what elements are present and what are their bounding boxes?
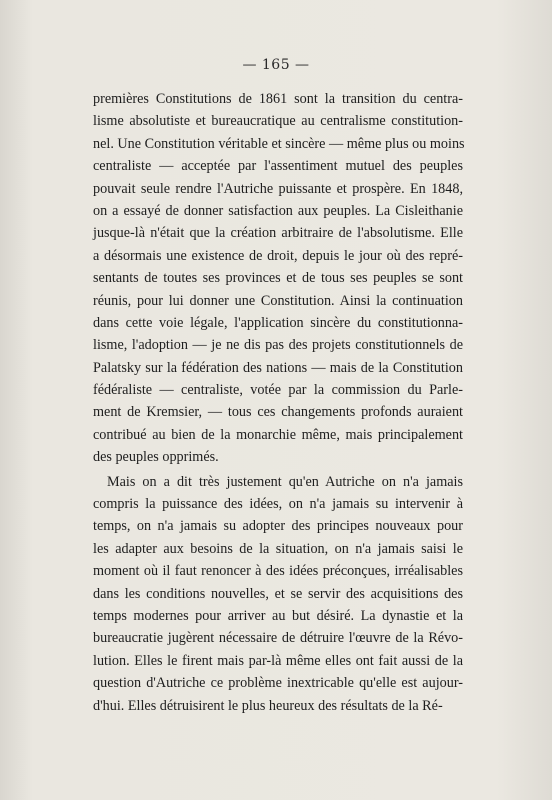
text-line: les adapter aux besoins de la situation, on n'a jamais saisi le (93, 540, 463, 557)
text-line: pouvait seule rendre l'Autriche puissante et prospère. En 1848, (93, 180, 463, 197)
text-line: lution. Elles le firent mais par-là même elles ont fait aussi de la (93, 652, 463, 669)
body-text (93, 88, 463, 717)
text-line: question d'Autriche ce problème inextricable qu'elle est aujour- (93, 675, 463, 692)
text-line: lisme absolutiste et bureaucratique au centralisme constitution- (93, 113, 463, 130)
text-line: temps, on n'a jamais su adopter des principes nouveaux pour (93, 518, 463, 535)
text-line: premières Constitutions de 1861 sont la transition du centra- (93, 91, 463, 107)
text-line: ment de Kremsier, — tous ces changements profonds auraient (93, 404, 463, 421)
text-line: jusque-là n'était que la création arbitraire de l'absolutisme. Elle (93, 225, 463, 242)
text-line: fédéraliste — centraliste, votée par la commission du Parle- (93, 382, 463, 399)
text-line: on a essayé de donner satisfaction aux peuples. La Cisleithanie (93, 202, 463, 219)
text-line: d'hui. Elles détruisirent le plus heureux des résultats de la Ré- (93, 697, 443, 714)
text-line: compris la puissance des idées, on n'a jamais su intervenir à (93, 496, 463, 513)
text-line: moment où il faut renoncer à des idées préconçues, irréalisables (93, 563, 463, 580)
text-line: temps modernes pour arriver au but désiré. La dynastie et la (93, 607, 463, 624)
text-line: centraliste — acceptée par l'assentiment mutuel des peuples (93, 158, 463, 175)
text-line: des peuples opprimés. (93, 449, 219, 466)
paragraph-2 (93, 471, 463, 717)
page-number: — 165 — (242, 57, 310, 73)
text-line: nel. Une Constitution véritable et sincère — même plus ou moins (93, 135, 465, 152)
text-line: a désormais une existence de droit, depuis le jour où des repré- (93, 247, 463, 264)
text-line: Palatsky sur la fédération des nations — mais de la Constitution (93, 359, 463, 376)
text-line: Mais on a dit très justement qu'en Autriche on n'a jamais (107, 473, 463, 490)
text-line: dans les conditions nouvelles, et se servir des acquisitions des (93, 585, 463, 602)
text-line: sentants de toutes ses provinces et de tous ses peuples se sont (93, 270, 463, 287)
paragraph-1 (93, 88, 463, 469)
text-line: dans cette voie légale, l'application sincère du constitutionna- (93, 314, 463, 331)
text-line: contribué au bien de la monarchie même, mais principalement (93, 426, 463, 443)
text-line: bureaucratie jugèrent nécessaire de détruire l'œuvre de la Révo- (93, 630, 463, 647)
text-line: lisme, l'adoption — je ne dis pas des projets constitutionnels de (93, 337, 463, 354)
text-line: réunis, pour lui donner une Constitution. Ainsi la continuation (93, 292, 463, 309)
